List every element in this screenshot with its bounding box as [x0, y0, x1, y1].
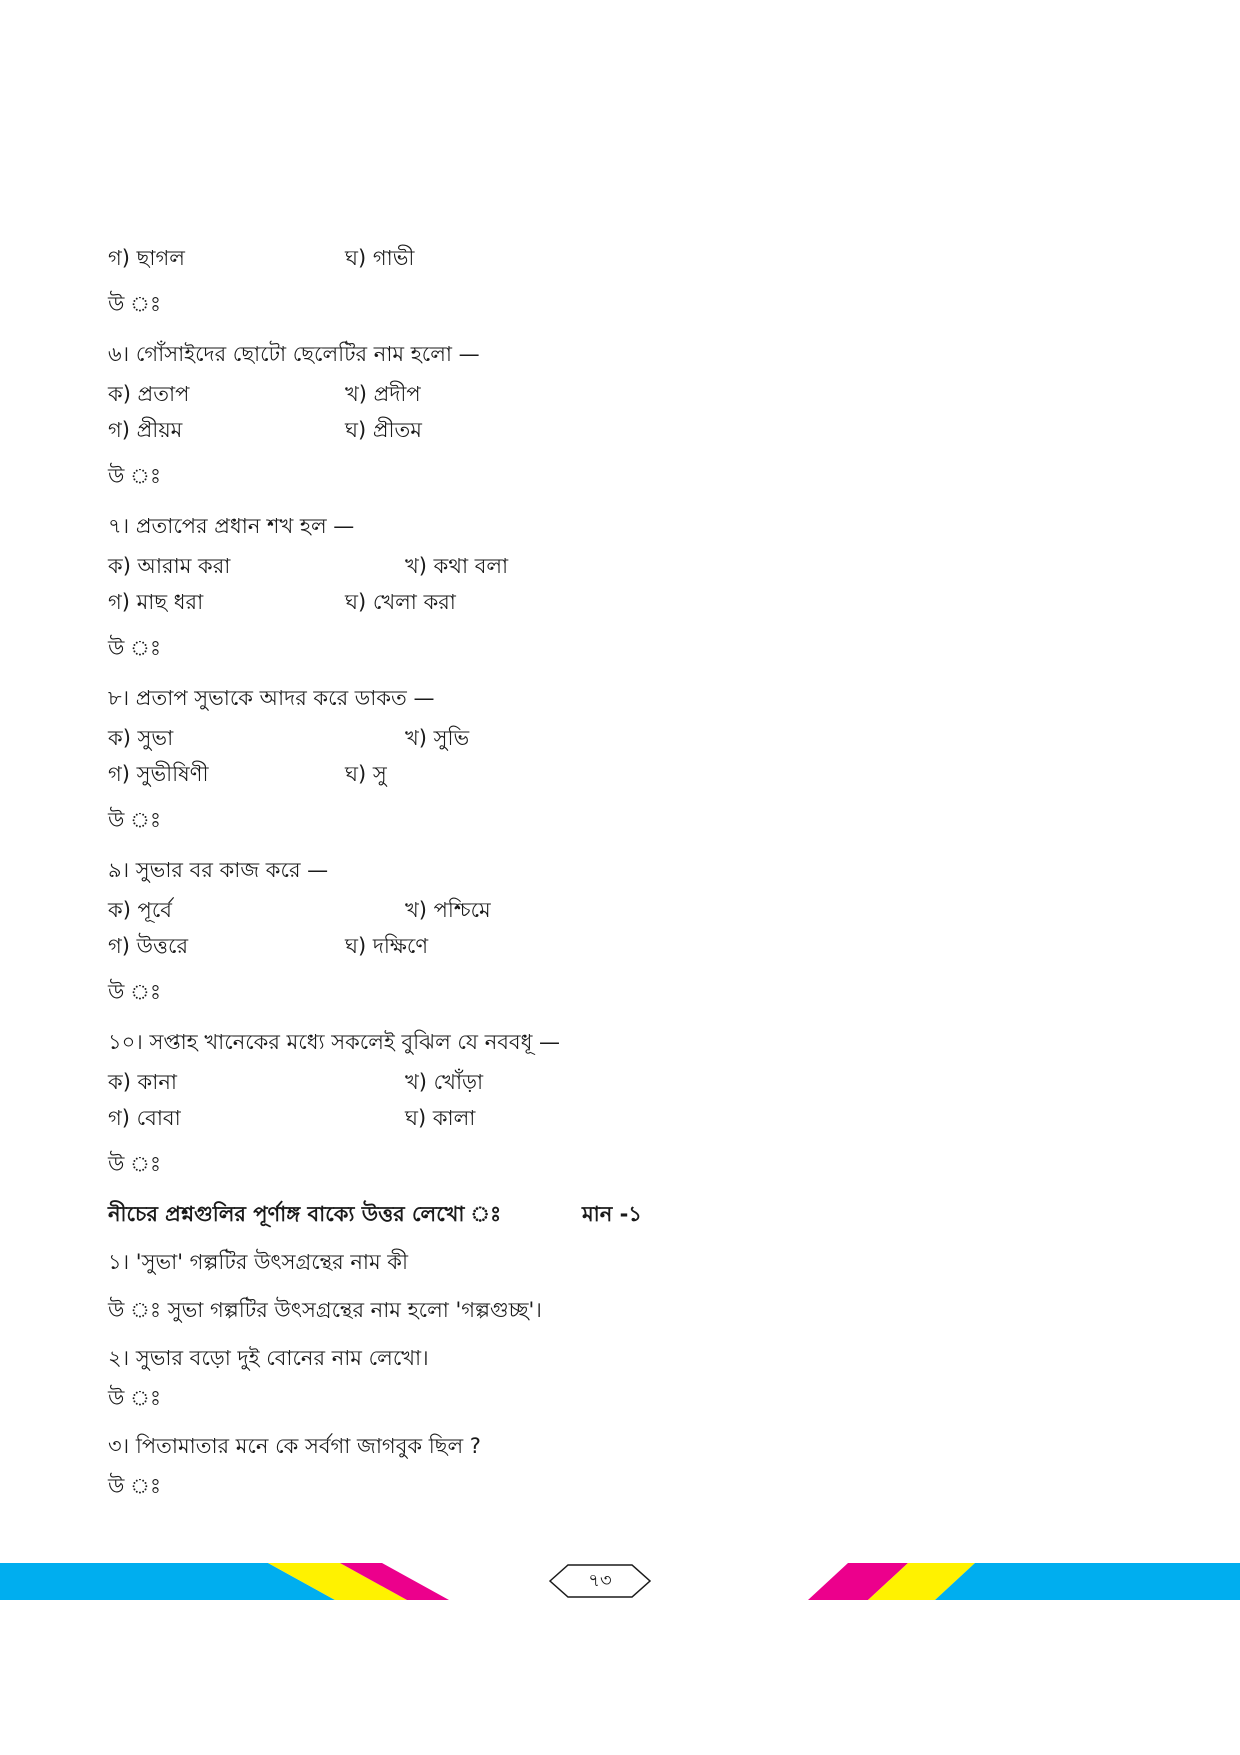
- q6-option-ka: ক) প্রতাপ: [108, 382, 190, 406]
- q6-option-gha: ঘ) প্রীতম: [345, 418, 422, 442]
- q7-option-kha: খ) কথা বলা: [405, 554, 509, 578]
- sa2-answer-label: উ ঃ: [108, 1386, 162, 1410]
- q6-option-ga: গ) প্রীয়ম: [108, 418, 183, 442]
- sa3-answer-label: উ ঃ: [108, 1474, 162, 1498]
- q9-option-kha: খ) পশ্চিমে: [405, 898, 491, 922]
- q8-option-kha: খ) সুভি: [405, 726, 470, 750]
- q8-answer-label: উ ঃ: [108, 808, 162, 832]
- q7-question: ৭। প্রতাপের প্রধান শখ হল —: [108, 514, 355, 538]
- footer-right-blue-stripe: [935, 1563, 1240, 1600]
- q10-question: ১০। সপ্তাহ খানেকের মধ্যে সকলেই বুঝিল যে নববধূ —: [108, 1030, 561, 1054]
- q6-answer-label: উ ঃ: [108, 464, 162, 488]
- q7-answer-label: উ ঃ: [108, 636, 162, 660]
- q6-option-kha: খ) প্রদীপ: [345, 382, 421, 406]
- section-marks: মান -১: [582, 1202, 642, 1226]
- q9-answer-label: উ ঃ: [108, 980, 162, 1004]
- q8-option-gha: ঘ) সু: [345, 762, 387, 786]
- q8-option-ka: ক) সুভা: [108, 726, 174, 750]
- q10-answer-label: উ ঃ: [108, 1152, 162, 1176]
- q5-answer-label: উ ঃ: [108, 292, 162, 316]
- q5-option-ga: গ) ছাগল: [108, 246, 185, 270]
- q10-option-ka: ক) কানা: [108, 1070, 177, 1094]
- q9-option-gha: ঘ) দক্ষিণে: [345, 934, 429, 958]
- q7-option-ka: ক) আরাম করা: [108, 554, 231, 578]
- q8-option-ga: গ) সুভীষিণী: [108, 762, 209, 786]
- q6-question: ৬। গোঁসাইদের ছোটো ছেলেটির নাম হলো —: [108, 342, 480, 366]
- q8-question: ৮। প্রতাপ সুভাকে আদর করে ডাকত —: [108, 686, 435, 710]
- q9-option-ga: গ) উত্তরে: [108, 934, 188, 958]
- q10-option-kha: খ) খোঁড়া: [405, 1070, 484, 1094]
- sa2-question: ২। সুভার বড়ো দুই বোনের নাম লেখো।: [108, 1346, 429, 1370]
- q10-option-ga: গ) বোবা: [108, 1106, 181, 1130]
- section-heading: নীচের প্রশ্নগুলির পূর্ণাঙ্গ বাক্যে উত্তর লেখো ঃ: [108, 1202, 502, 1226]
- sa1-answer: উ ঃ সুভা গল্পটির উৎসগ্রন্থের নাম হলো 'গল্পগুচ্ছ'।: [108, 1298, 542, 1322]
- q10-option-gha: ঘ) কালা: [405, 1106, 476, 1130]
- q7-option-gha: ঘ) খেলা করা: [345, 590, 456, 614]
- page-number: ৭৩: [588, 1569, 612, 1591]
- q5-option-gha: ঘ) গাভী: [345, 246, 415, 270]
- q9-option-ka: ক) পূর্বে: [108, 898, 172, 922]
- sa3-question: ৩। পিতামাতার মনে কে সর্বগা জাগবুক ছিল ?: [108, 1434, 481, 1458]
- q9-question: ৯। সুভার বর কাজ করে —: [108, 858, 329, 882]
- sa1-question: ১। 'সুভা' গল্পটির উৎসগ্রন্থের নাম কী: [108, 1250, 408, 1274]
- q7-option-ga: গ) মাছ ধরা: [108, 590, 204, 614]
